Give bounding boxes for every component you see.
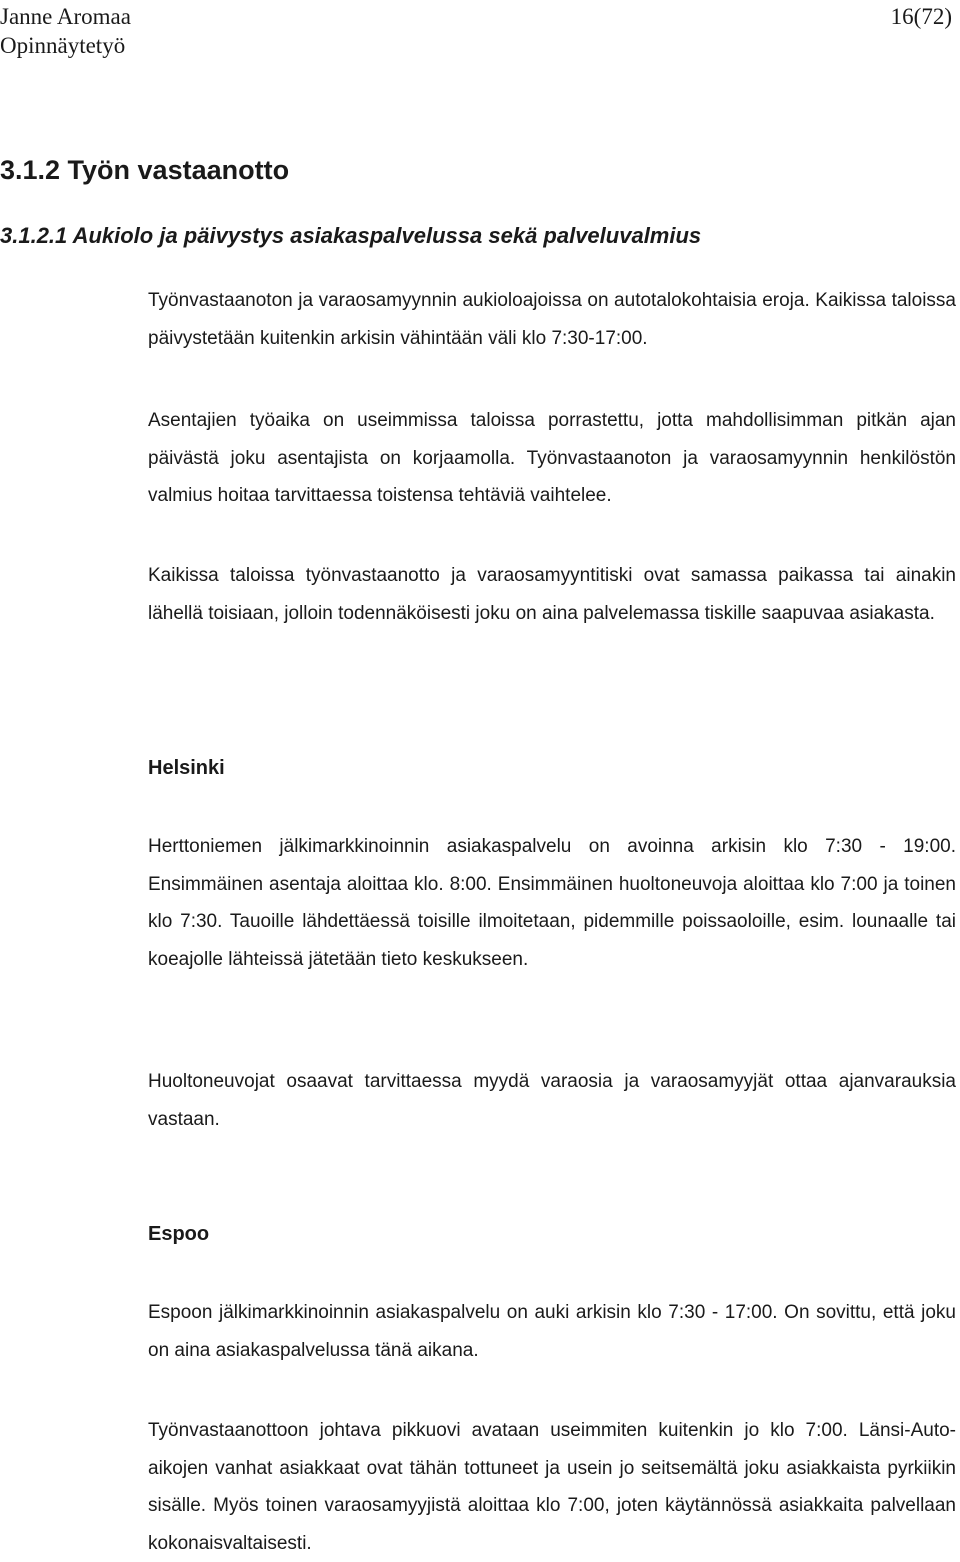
paragraph-text: Huoltoneuvojat osaavat tarvittaessa myydä varaosia ja varaosamyyjät ottaa ajanvarauksia vastaan. (148, 1071, 956, 1130)
paragraph-text: Kaikissa taloissa työnvastaanotto ja varaosamyyntitiski ovat samassa paikassa tai ainakin lähellä toisiaan, jolloin todennäköisesti joku on aina palvelemassa tiskille saapuvaa asiakasta. (148, 565, 956, 624)
espoo-paragraph-2 (148, 1412, 956, 1562)
helsinki-paragraph-1 (148, 828, 956, 978)
header-page-number: 16(72) (890, 4, 952, 29)
paragraph-text: Espoon jälkimarkkinoinnin asiakaspalvelu on auki arkisin klo 7:30 - 17:00. On sovittu, että joku on aina asiakaspalvelussa tänä aikana. (148, 1302, 956, 1361)
intro-paragraph-3 (148, 557, 956, 632)
paragraph-text: Herttoniemen jälkimarkkinoinnin asiakaspalvelu on avoinna arkisin klo 7:30 - 19:00. Ensimmäinen asentaja aloittaa klo. 8:00. Ensimmäinen huoltoneuvoja aloittaa klo 7:00 ja toinen klo 7:30. Tauoille lähdettäessä toisille ilmoitetaan, pidemmille poissaoloille, esim. lounaalle tai koeajolle lähteissä jätetään tieto keskukseen. (148, 836, 956, 970)
helsinki-heading: Helsinki (148, 757, 225, 779)
intro-paragraph-2 (148, 402, 956, 515)
section-heading: 3.1.2 Työn vastaanotto (0, 155, 290, 185)
subsection-heading: 3.1.2.1 Aukiolo ja päivystys asiakaspalvelussa sekä palveluvalmius (0, 223, 702, 248)
intro-paragraph-1 (148, 282, 956, 357)
header-doc-type: Opinnäytetyö (0, 33, 126, 58)
espoo-paragraph-1 (148, 1294, 956, 1369)
header-author: Janne Aromaa (0, 4, 131, 29)
helsinki-paragraph-2 (148, 1063, 956, 1138)
paragraph-text: Asentajien työaika on useimmissa taloissa porrastettu, jotta mahdollisimman pitkän ajan päivästä joku asentajista on korjaamolla. Työnvastaanoton ja varaosamyynnin henkilöstön valmius hoitaa tarvittaessa toistensa tehtäviä vaihtelee. (148, 410, 956, 506)
paragraph-text: Työnvastaanottoon johtava pikkuovi avataan useimmiten kuitenkin jo klo 7:00. Länsi-Auto-aikojen vanhat asiakkaat ovat tähän tottuneet ja usein jo seitsemältä joku asiakkaista pyrkiikin sisälle. Myös toinen varaosamyyjistä aloittaa klo 7:00, joten käytännössä asiakkaita palvellaan kokonaisvaltaisesti. (148, 1420, 956, 1554)
paragraph-text: Työnvastaanoton ja varaosamyynnin aukioloajoissa on autotalokohtaisia eroja. Kaikissa taloissa päivystetään kuitenkin arkisin vähintään väli klo 7:30-17:00. (148, 290, 956, 349)
espoo-heading: Espoo (148, 1223, 210, 1245)
page-header (0, 0, 960, 70)
